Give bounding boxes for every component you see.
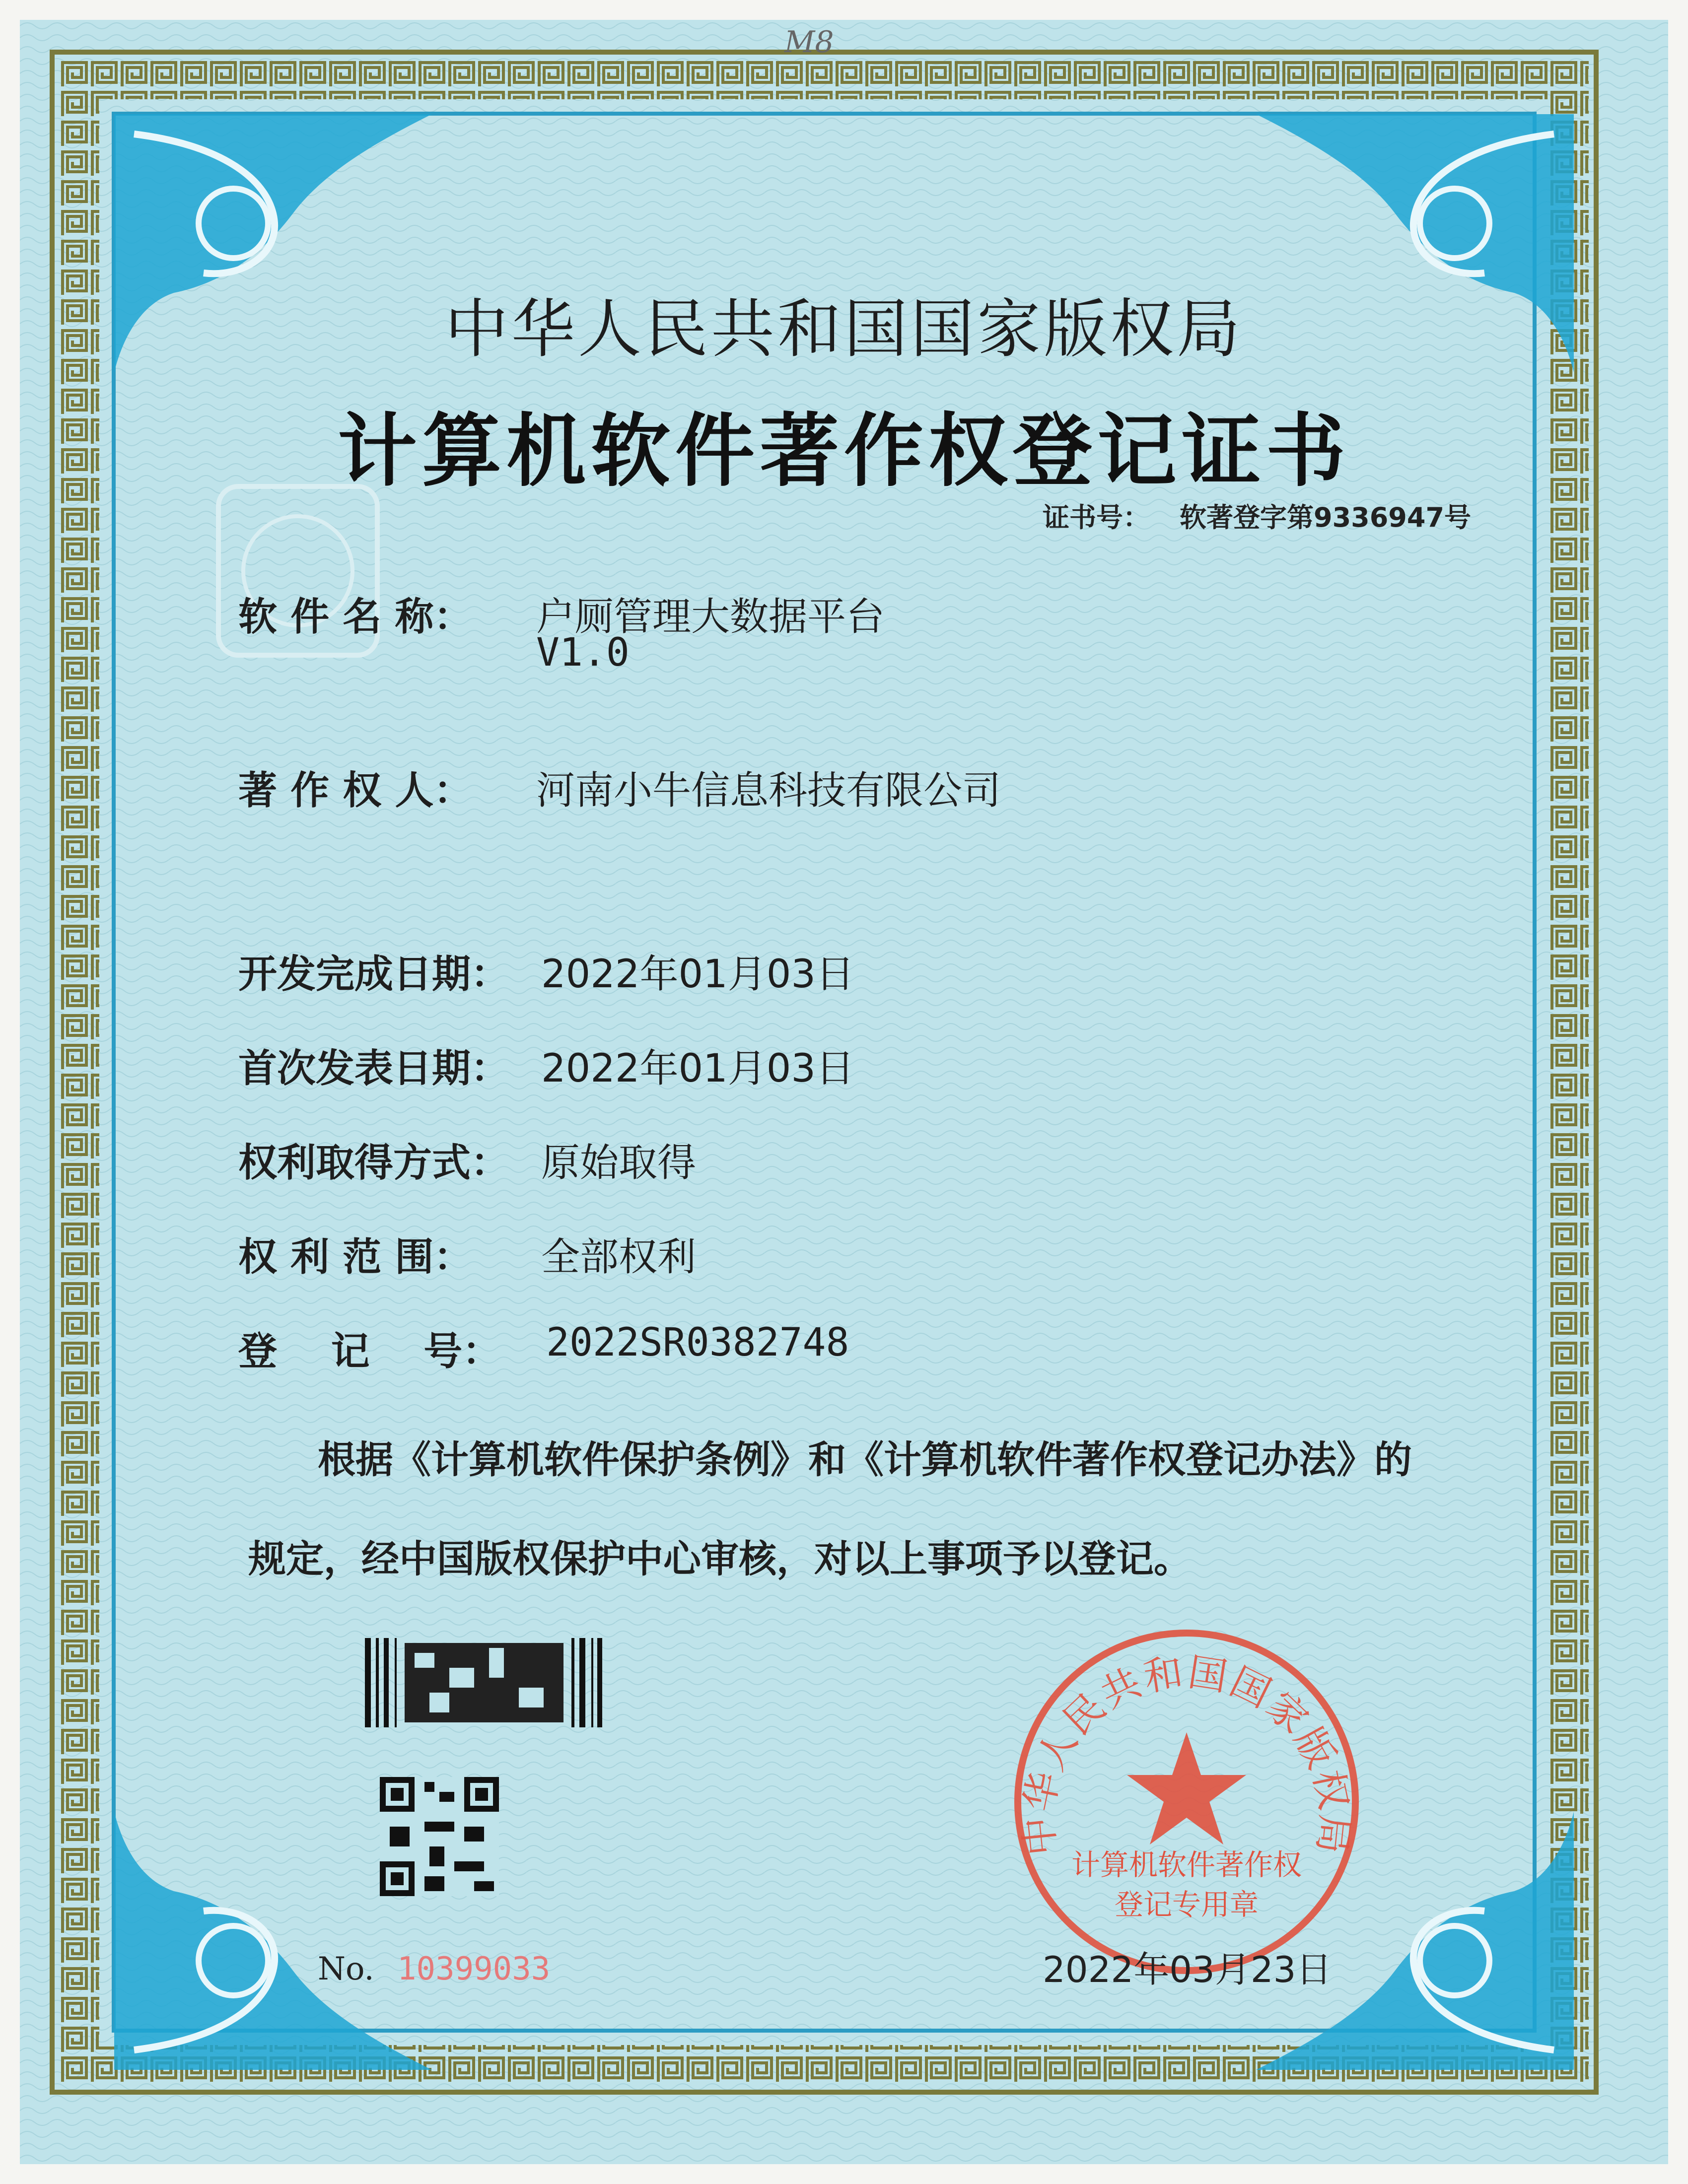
rights-scope-label: 权 利 范 围： (238, 1235, 473, 1280)
handwritten-note: M8 (784, 25, 834, 60)
serial-number-value: 10399033 (397, 1951, 551, 1987)
seal-text-line-1: 计算机软件著作权 (1071, 1848, 1302, 1882)
software-name-label: 软 件 名 称： (238, 595, 473, 639)
owner-label: 著 作 权 人： (238, 768, 473, 813)
registration-number-value: 2022SR0382748 (546, 1320, 849, 1365)
certificate-number-label: 证书号： (1043, 502, 1150, 533)
pub-date-value: 2022年01月03日 (541, 1046, 855, 1091)
pub-date-label: 首次发表日期： (238, 1046, 510, 1091)
certificate-number (1043, 496, 1471, 535)
certificate-title: 计算机软件著作权登记证书 (337, 405, 1350, 497)
seal-text-line-2: 登记专用章 (1114, 1888, 1259, 1921)
dev-date-value: 2022年01月03日 (541, 952, 855, 997)
barcode-2d (365, 1638, 603, 1727)
acquire-method-label: 权利取得方式： (238, 1141, 510, 1185)
rights-scope-value: 全部权利 (541, 1235, 697, 1280)
official-seal (1008, 1623, 1365, 1980)
dev-date-label: 开发完成日期： (238, 952, 510, 997)
acquire-method-value: 原始取得 (541, 1141, 697, 1185)
software-version-value: V1.0 (536, 630, 630, 675)
registration-number-label: 登 记 号： (238, 1329, 501, 1374)
serial-number-label: No. (318, 1951, 374, 1987)
software-name-value: 户厕管理大数据平台 (536, 595, 885, 639)
issue-date: 2022年03月23日 (1043, 1949, 1332, 1990)
owner-value: 河南小牛信息科技有限公司 (536, 768, 1001, 813)
seal-ring-text: 中华人民共和国国家版权局 (1016, 1649, 1357, 1858)
statement-line-1: 根据《计算机软件保护条例》和《计算机软件著作权登记办法》的 (318, 1437, 1412, 1482)
qr-code (380, 1777, 499, 1896)
statement-line-2: 规定，经中国版权保护中心审核，对以上事项予以登记。 (248, 1537, 1192, 1581)
certificate-number-value: 软著登字第9336947号 (1180, 502, 1472, 533)
issuer-title: 中华人民共和国国家版权局 (444, 292, 1243, 366)
